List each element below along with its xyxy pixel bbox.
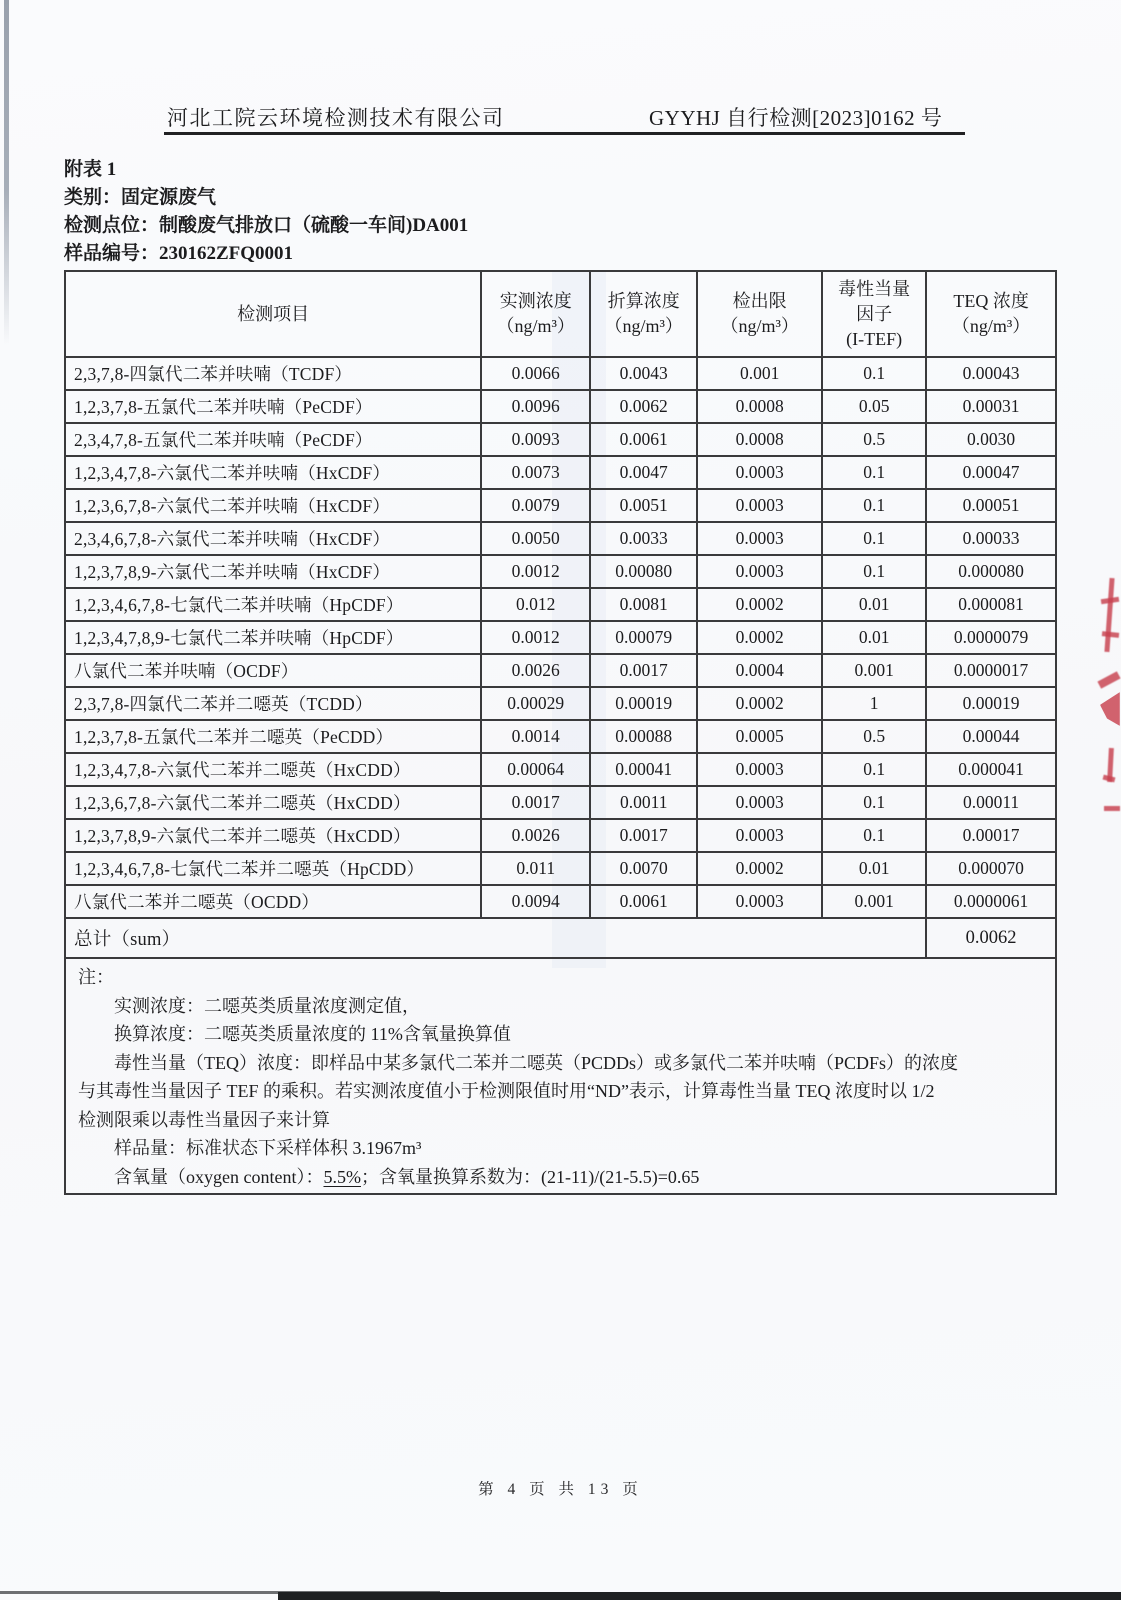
value-cell: 0.0017 [590, 819, 697, 852]
value-cell: 0.1 [822, 819, 926, 852]
value-cell: 0.00041 [590, 753, 697, 786]
notes-section [64, 959, 1057, 1195]
value-cell: 0.0003 [697, 489, 822, 522]
value-cell: 0.00043 [926, 357, 1056, 390]
sampling-point-line: 检测点位：制酸废气排放口（硫酸一车间)DA001 [64, 215, 469, 236]
value-cell: 0.0093 [481, 423, 590, 456]
value-cell: 0.0026 [481, 819, 590, 852]
value-cell: 0.1 [822, 357, 926, 390]
value-cell: 0.0096 [481, 390, 590, 423]
value-cell: 0.00047 [926, 456, 1056, 489]
value-cell: 0.1 [822, 522, 926, 555]
compound-name-cell: 1,2,3,7,8-五氯代二苯并呋喃（PeCDF） [65, 390, 481, 423]
value-cell: 0.0066 [481, 357, 590, 390]
value-cell: 0.00088 [590, 720, 697, 753]
note-line: 换算浓度：二噁英类质量浓度的 11%含氧量换算值 [114, 1024, 511, 1044]
note-line: 样品量：标准状态下采样体积 3.1967m³ [114, 1138, 422, 1158]
red-stamp-fragment-icon [1100, 692, 1120, 726]
scan-edge-artifact [4, 0, 9, 345]
value-cell: 0.00017 [926, 819, 1056, 852]
value-cell: 0.0073 [481, 456, 590, 489]
value-cell: 0.0061 [590, 885, 697, 918]
header-report-number: GYYHJ 自行检测[2023]0162 号 [649, 106, 943, 130]
value-cell: 0.0002 [697, 621, 822, 654]
value-cell: 0.000041 [926, 753, 1056, 786]
compound-name-cell: 1,2,3,7,8,9-六氯代二苯并呋喃（HxCDF） [65, 555, 481, 588]
results-table-body [65, 357, 1056, 918]
table-row [65, 621, 1056, 654]
value-cell: 0.0033 [590, 522, 697, 555]
sum-label-cell: 总计（sum） [65, 918, 926, 958]
value-cell: 0.0012 [481, 621, 590, 654]
table-row [65, 786, 1056, 819]
compound-name-cell: 2,3,7,8-四氯代二苯并二噁英（TCDD） [65, 687, 481, 720]
value-cell: 0.0094 [481, 885, 590, 918]
value-cell: 0.0011 [590, 786, 697, 819]
value-cell: 0.0081 [590, 588, 697, 621]
compound-name-cell: 1,2,3,4,7,8-六氯代二苯并二噁英（HxCDD） [65, 753, 481, 786]
compound-name-cell: 2,3,7,8-四氯代二苯并呋喃（TCDF） [65, 357, 481, 390]
value-cell: 0.0003 [697, 819, 822, 852]
value-cell: 0.0061 [590, 423, 697, 456]
header-rule [164, 132, 965, 135]
category-line: 类别：固定源废气 [64, 187, 217, 208]
value-cell: 0.1 [822, 456, 926, 489]
value-cell: 0.01 [822, 621, 926, 654]
header-company-name: 河北工院云环境检测技术有限公司 [167, 106, 505, 130]
compound-name-cell: 1,2,3,4,7,8-六氯代二苯并呋喃（HxCDF） [65, 456, 481, 489]
compound-name-cell: 1,2,3,4,7,8,9-七氯代二苯并呋喃（HpCDF） [65, 621, 481, 654]
value-cell: 0.0017 [590, 654, 697, 687]
red-stamp-fragment-icon [1097, 671, 1120, 688]
red-stamp-fragment-icon [1104, 806, 1120, 811]
compound-name-cell: 1,2,3,7,8,9-六氯代二苯并二噁英（HxCDD） [65, 819, 481, 852]
compound-name-cell: 1,2,3,6,7,8-六氯代二苯并二噁英（HxCDD） [65, 786, 481, 819]
value-cell: 0.011 [481, 852, 590, 885]
value-cell: 1 [822, 687, 926, 720]
value-cell: 0.00019 [926, 687, 1056, 720]
value-cell: 0.01 [822, 588, 926, 621]
column-header: 毒性当量 因子 (I-TEF) [822, 271, 926, 357]
compound-name-cell: 1,2,3,4,6,7,8-七氯代二苯并呋喃（HpCDF） [65, 588, 481, 621]
value-cell: 0.1 [822, 786, 926, 819]
column-header: TEQ 浓度 （ng/m³） [926, 271, 1056, 357]
note-line: 毒性当量（TEQ）浓度：即样品中某多氯代二苯并二噁英（PCDDs）或多氯代二苯并呋喃（PCDFs）的浓度 [114, 1052, 959, 1073]
value-cell: 0.000081 [926, 588, 1056, 621]
table-row [65, 423, 1056, 456]
note-line: 检测限乘以毒性当量因子来计算 [78, 1109, 330, 1130]
table-row [65, 390, 1056, 423]
value-cell: 0.0062 [590, 390, 697, 423]
results-table-header-row [65, 271, 1056, 357]
oxygen-content-line [78, 1163, 1043, 1192]
value-cell: 0.0008 [697, 390, 822, 423]
value-cell: 0.0012 [481, 555, 590, 588]
red-stamp-fragment-icon [1104, 578, 1114, 652]
value-cell: 0.00019 [590, 687, 697, 720]
value-cell: 0.000070 [926, 852, 1056, 885]
value-cell: 0.00033 [926, 522, 1056, 555]
note-label: 注： [78, 967, 114, 987]
compound-name-cell: 八氯代二苯并呋喃（OCDF） [65, 654, 481, 687]
value-cell: 0.00079 [590, 621, 697, 654]
compound-name-cell: 1,2,3,6,7,8-六氯代二苯并呋喃（HxCDF） [65, 489, 481, 522]
sum-row [65, 918, 1056, 958]
compound-name-cell: 1,2,3,7,8-五氯代二苯并二噁英（PeCDD） [65, 720, 481, 753]
table-row [65, 522, 1056, 555]
value-cell: 0.0014 [481, 720, 590, 753]
compound-name-cell: 1,2,3,4,6,7,8-七氯代二苯并二噁英（HpCDD） [65, 852, 481, 885]
page-footer: 第 4 页 共 13 页 [478, 1481, 643, 1498]
table-row [65, 819, 1056, 852]
value-cell: 0.0070 [590, 852, 697, 885]
value-cell: 0.0003 [697, 456, 822, 489]
red-stamp-fragment-icon [1102, 631, 1119, 638]
oxygen-line-prefix: 含氧量（oxygen content）： [114, 1166, 324, 1187]
table-row [65, 687, 1056, 720]
value-cell: 0.0003 [697, 753, 822, 786]
value-cell: 0.00080 [590, 555, 697, 588]
table-row [65, 852, 1056, 885]
value-cell: 0.0002 [697, 687, 822, 720]
sum-value-cell: 0.0062 [926, 918, 1056, 958]
results-frame [64, 270, 1057, 1195]
appendix-label: 附表 1 [64, 159, 117, 180]
results-table [64, 270, 1057, 959]
value-cell: 0.0030 [926, 423, 1056, 456]
note-line: 与其毒性当量因子 TEF 的乘积。若实测浓度值小于检测限值时用“ND”表示，计算毒性当量 TEQ 浓度时以 1/2 [78, 1081, 935, 1101]
column-header: 检测项目 [65, 271, 481, 357]
table-row [65, 588, 1056, 621]
note-line: 实测浓度：二噁英类质量浓度测定值， [114, 995, 420, 1016]
value-cell: 0.01 [822, 852, 926, 885]
value-cell: 0.001 [822, 885, 926, 918]
column-header: 检出限 （ng/m³） [697, 271, 822, 357]
value-cell: 0.00064 [481, 753, 590, 786]
value-cell: 0.001 [822, 654, 926, 687]
table-row [65, 555, 1056, 588]
table-row [65, 885, 1056, 918]
value-cell: 0.0079 [481, 489, 590, 522]
value-cell: 0.0003 [697, 522, 822, 555]
compound-name-cell: 2,3,4,7,8-五氯代二苯并呋喃（PeCDF） [65, 423, 481, 456]
column-header: 折算浓度 （ng/m³） [590, 271, 697, 357]
value-cell: 0.012 [481, 588, 590, 621]
table-row [65, 753, 1056, 786]
value-cell: 0.0017 [481, 786, 590, 819]
value-cell: 0.1 [822, 555, 926, 588]
value-cell: 0.00044 [926, 720, 1056, 753]
value-cell: 0.0003 [697, 555, 822, 588]
value-cell: 0.00011 [926, 786, 1056, 819]
table-row [65, 654, 1056, 687]
table-row [65, 489, 1056, 522]
compound-name-cell: 八氯代二苯并二噁英（OCDD） [65, 885, 481, 918]
value-cell: 0.0026 [481, 654, 590, 687]
value-cell: 0.00051 [926, 489, 1056, 522]
meta-block [64, 156, 468, 268]
value-cell: 0.0047 [590, 456, 697, 489]
table-row [65, 357, 1056, 390]
table-row [65, 720, 1056, 753]
value-cell: 0.0005 [697, 720, 822, 753]
value-cell: 0.0004 [697, 654, 822, 687]
value-cell: 0.0003 [697, 786, 822, 819]
compound-name-cell: 2,3,4,6,7,8-六氯代二苯并呋喃（HxCDF） [65, 522, 481, 555]
value-cell: 0.00029 [481, 687, 590, 720]
value-cell: 0.0008 [697, 423, 822, 456]
value-cell: 0.5 [822, 423, 926, 456]
value-cell: 0.1 [822, 753, 926, 786]
value-cell: 0.0000061 [926, 885, 1056, 918]
value-cell: 0.0000079 [926, 621, 1056, 654]
scan-bottom-bar [278, 1592, 1121, 1600]
value-cell: 0.5 [822, 720, 926, 753]
value-cell: 0.1 [822, 489, 926, 522]
value-cell: 0.001 [697, 357, 822, 390]
value-cell: 0.0051 [590, 489, 697, 522]
value-cell: 0.0000017 [926, 654, 1056, 687]
value-cell: 0.0003 [697, 885, 822, 918]
value-cell: 0.05 [822, 390, 926, 423]
value-cell: 0.00031 [926, 390, 1056, 423]
table-row [65, 456, 1056, 489]
oxygen-line-suffix: ；含氧量换算系数为：(21-11)/(21-5.5)=0.65 [360, 1166, 700, 1187]
value-cell: 0.0002 [697, 852, 822, 885]
value-cell: 0.0050 [481, 522, 590, 555]
oxygen-value-underlined: 5.5% [323, 1166, 361, 1187]
column-header: 实测浓度 （ng/m³） [481, 271, 590, 357]
value-cell: 0.0002 [697, 588, 822, 621]
value-cell: 0.0043 [590, 357, 697, 390]
value-cell: 0.000080 [926, 555, 1056, 588]
red-stamp-fragment-icon [1103, 775, 1116, 783]
sample-number-line: 样品编号：230162ZFQ0001 [64, 243, 294, 264]
